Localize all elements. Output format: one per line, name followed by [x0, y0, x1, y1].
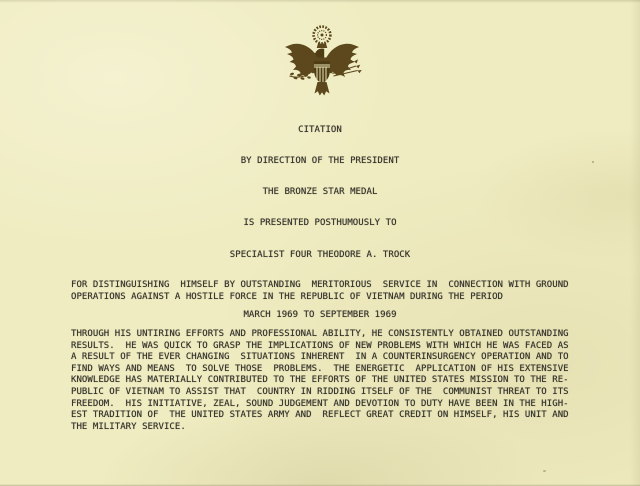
service-period-line: MARCH 1969 TO SEPTEMBER 1969: [243, 310, 397, 320]
citation-heading: CITATION: [298, 125, 342, 135]
citation-body-paragraph: [71, 329, 569, 433]
body-line: A RESULT OF THE EVER CHANGING SITUATIONS INHERENT IN A COUNTERINSURGENCY OPERATION AND TO: [71, 352, 569, 363]
scan-speck: [592, 161, 594, 163]
intro-line: FOR DISTINGUISHING HIMSELF BY OUTSTANDING MERITORIOUS SERVICE IN CONNECTION WITH GROUND: [71, 280, 569, 290]
recipient-name-line: SPECIALIST FOUR THEODORE A. TROCK: [229, 250, 411, 260]
body-line: PUBLIC OF VIETNAM TO ASSIST THAT COUNTRY IN RIDDING ITSELF OF THE COMMUNIST THREAT TO ITS: [71, 386, 569, 397]
body-line: FREEDOM. HIS INITIATIVE, ZEAL, SOUND JUDGEMENT AND DEVOTION TO DUTY HAVE BEEN IN THE HIGH-: [71, 398, 569, 409]
scan-speck: [543, 470, 546, 472]
body-line: THROUGH HIS UNTIRING EFFORTS AND PROFESSIONAL ABILITY, HE CONSISTENTLY OBTAINED OUTSTANDING: [71, 329, 569, 339]
by-direction-line: BY DIRECTION OF THE PRESIDENT: [240, 156, 400, 166]
body-line: FIND WAYS AND MEANS TO SOLVE THOSE PROBLEMS. THE ENERGETIC APPLICATION OF HIS EXTENSIVE: [71, 363, 569, 374]
citation-intro-paragraph: [71, 280, 569, 304]
body-line: RESULTS. HE WAS QUICK TO GRASP THE IMPLICATIONS OF NEW PROBLEMS WITH WHICH HE WAS FACED AS: [71, 340, 569, 351]
body-line: KNOWLEDGE HAS MATERIALLY CONTRIBUTED TO THE EFFORTS OF THE UNITED STATES MISSION TO THE RE-: [71, 375, 569, 386]
medal-name-line: THE BRONZE STAR MEDAL: [262, 187, 378, 197]
body-line: EST TRADITION OF THE UNITED STATES ARMY AND REFLECT GREAT CREDIT ON HIMSELF, HIS UNIT AND: [71, 410, 569, 421]
intro-line: OPERATIONS AGAINST A HOSTILE FORCE IN THE REPUBLIC OF VIETNAM DURING THE PERIOD: [71, 291, 504, 302]
presented-line: IS PRESENTED POSTHUMOUSLY TO: [243, 218, 397, 228]
body-line: THE MILITARY SERVICE.: [71, 421, 186, 432]
army-eagle-seal-icon: [282, 20, 364, 100]
